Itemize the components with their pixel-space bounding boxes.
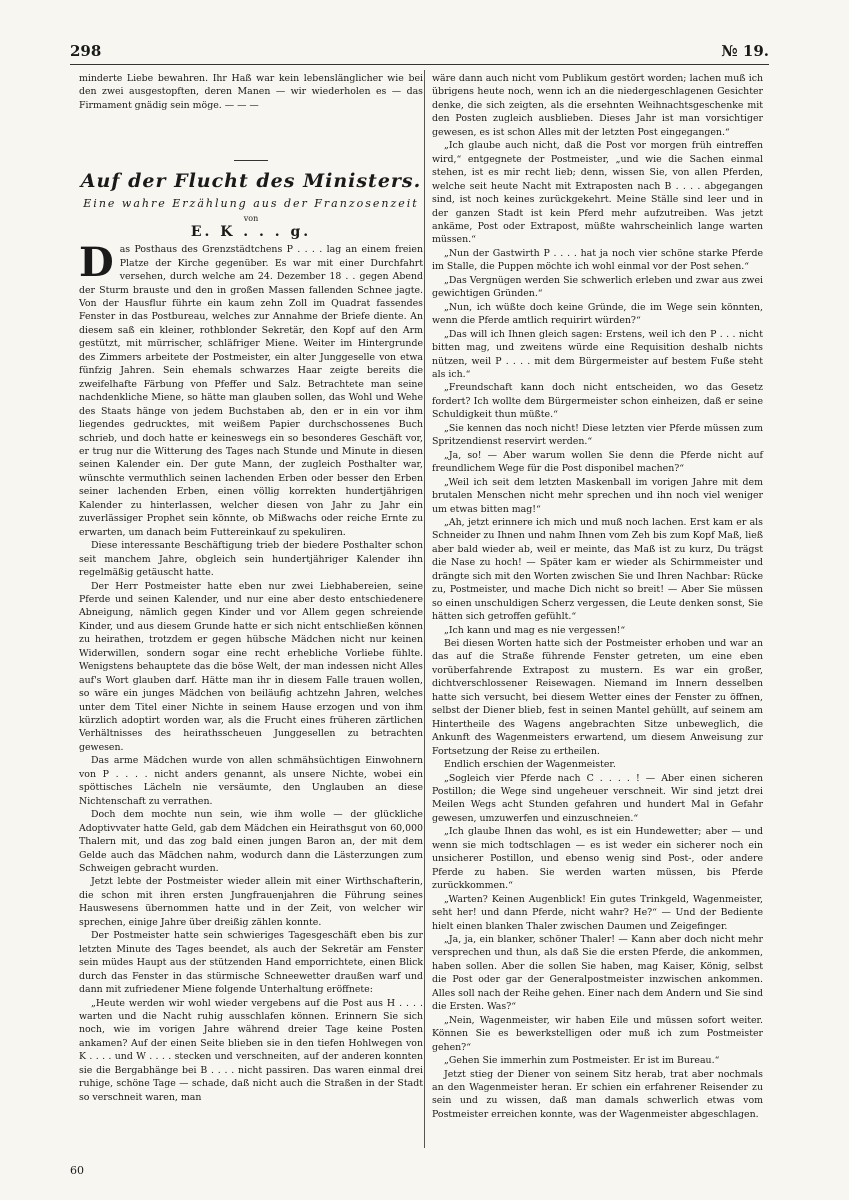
- first-paragraph-text: as Posthaus des Grenzstädtchens P . . . . lag an einem freien Platze der Kirche gegenüber. Es war mit einer Durchfahrt versehen, durch welche am 24. Dezember 18 . . gegen Abend der Sturm brauste und den in großen Massen fallenden Schnee jagte. Von der Hausflur führte ein kaum zehn Zoll im Quadrat fassendes Fenster in das Postbureau, welches zur Annahme der Briefe diente. An diesem saß ein kleiner, rothblonder Sekretär, den Kopf auf den Arm gestützt, mit mürrischer, schläfriger Miene. Weiter im Hintergrunde des Zimmers arbeitete der Postmeister, ein alter Junggeselle von etwa fünfzig Jahren. Sein ehemals schwarzes Haar zeigte bereits die zweifelhafte Färbung von Pfeffer und Salz. Betrachtete man seine nachdenkliche Miene, so hätte man glauben sollen, das Wohl und Wehe des Staats hänge von jedem Buchstaben ab, den er in ein vor ihm liegendes gedrucktes, mit weißem Papier durchschossenes Buch schrieb, und doch hatte er keineswegs ein so besonderes Geschäft vor, er trug nur die Witterung des Tages nach Stunde und Minute in diesen seinen Kalender ein. Der gute Mann, der zugleich Posthalter war, wünschte vermuthlich seinen lachenden Erben oder besser den Erben seiner lachenden Erben, einen völlig korrekten hundertjährigen Kalender zu hinterlassen, welcher diesen von Jahr zu Jahr ein zuverlässiger Prophet sein könnte, ob Mißwachs oder reiche Ernte zu erwarten, um danach beim Futtereinkauf zu spekuliren.: [79, 244, 423, 538]
- paragraph: Der Herr Postmeister hatte eben nur zwei Liebhabereien, seine Pferde und seinen Kalender, und nur eine aber desto entschiedenere Abneigung, nämlich gegen Kinder und vor Allem gegen schreiende Kinder, und aus diesem Grunde hatte er sich nicht entschließen können zu heirathen, trotzdem er gegen hübsche Mädchen nicht nur keinen Widerwillen, sondern sogar eine recht erhebliche Vorliebe fühlte. Wenigstens behauptete das die böse Welt, der man indessen nicht Alles auf's Wort glauben darf. Hätte man ihr in diesem Falle trauen wollen, so wäre ein junges Mädchen von beiläufig achtzehn Jahren, welches unter dem Titel einer Nichte in seinem Hause erzogen und von ihm kürzlich adoptirt worden war, als die Frucht eines früheren zärtlichen Verhältnisses des heirathsscheuen Junggesellen zu betrachten gewesen.: [79, 580, 423, 753]
- paragraph: „Ja, ja, ein blanker, schöner Thaler! — Kann aber doch nicht mehr versprechen und thun, als daß Sie die ersten Pferde, die ankommen, haben sollen. Aber die sollen Sie haben, mag Kaiser, König, selbst die Post oder gar der Generalpostmeister inzwischen ankommen. Alles soll nach der Reihe gehen. Einer nach dem Andern und Sie sind die Ersten. Was?“: [432, 934, 763, 1013]
- byline-von: von: [243, 214, 259, 224]
- story-title: Auf der Flucht des Ministers.: [80, 170, 422, 193]
- page-number: 298: [70, 42, 102, 60]
- right-column: [432, 72, 763, 1121]
- paragraph: wäre dann auch nicht vom Publikum gestört worden; lachen muß ich übrigens heute noch, wenn ich an die niedergeschlagenen Gesichter denke, die sich zeigten, als die ersehnten Weihnachtsgeschenke mit den Posten zugleich ausblieben. Dieses Jahr ist man vorsichtiger gewesen, es ist schon Alles mit der letzten Post eingegangen.“: [432, 73, 763, 138]
- paragraph: Der Postmeister hatte sein schwieriges Tagesgeschäft eben bis zur letzten Minute des Tages beendet, als auch der Sekretär am Fenster sein müdes Haupt aus der stützenden Hand emporrichtete, einen Blick durch das Fenster in das stürmische Schneewetter draußen warf und dann mit zufriedener Miene folgende Unterhaltung eröffnete:: [79, 930, 423, 996]
- paragraph: „Ich kann und mag es nie vergessen!“: [444, 624, 626, 636]
- paragraph: „Sie kennen das noch nicht! Diese letzten vier Pferde müssen zum Spritzendienst reservirt werden.“: [432, 422, 763, 448]
- paragraph: Jetzt lebte der Postmeister wieder allein mit einer Wirthschafterin, die schon mit ihren ersten Jungfrauenjahren die Führung seines Hauswesens übernommen hatte und in der Zeit, von welcher wir sprechen, einige Jahre über dreißig zählen konnte.: [79, 876, 423, 928]
- paragraph: „Ich glaube auch nicht, daß die Post vor morgen früh eintreffen wird,“ entgegnete der Postmeister, „und wie die Sachen einmal stehen, ist es mir recht lieb; denn, wissen Sie, von allen Pferden, welche seit heute Nacht mit Extraposten nach B . . . . abgegangen sind, ist noch keines zurückgekehrt. Meine Ställe sind leer und in der ganzen Stadt ist kein Pferd mehr aufzutreiben. Was jetzt ankäme, Post oder Extrapost, müßte wahrscheinlich lange warten müssen.“: [432, 140, 763, 246]
- previous-story-ending: minderte Liebe bewahren. Ihr Haß war kein lebenslänglicher wie bei den zwei ausgestopften, deren Manen — wir wiederholen es — das Firmament gnädig sein möge. — — —: [79, 73, 423, 111]
- column-divider: [424, 70, 425, 1148]
- sheet-number: 60: [70, 1164, 84, 1177]
- paragraph: „Ja, so! — Aber warum wollen Sie denn die Pferde nicht auf freundlichem Wege für die Post disponibel machen?“: [432, 449, 763, 475]
- story-subtitle: Eine wahre Erzählung aus der Franzosenzeit: [83, 196, 419, 210]
- author-name: E. K . . . g.: [190, 223, 312, 240]
- paragraph: „Das will ich Ihnen gleich sagen: Erstens, weil ich den P . . . nicht bitten mag, und zweitens würde eine Requisition deshalb nichts nützen, weil P . . . . mit dem Bürgermeister auf bestem Fuße steht als ich.“: [432, 328, 763, 380]
- paragraph: „Das Vergnügen werden Sie schwerlich erleben und zwar aus zwei gewichtigen Gründen.“: [432, 274, 763, 300]
- drop-cap: D: [79, 239, 114, 287]
- paragraph: Doch dem mochte nun sein, wie ihm wolle — der glückliche Adoptivvater hatte Geld, gab dem Mädchen ein Heirathsgut von 60,000 Thalern mit, und das zog bald einen jungen Baron an, der mit dem Gelde auch das Mädchen nahm, wodurch dann die Lästerzungen zum Schweigen gebracht wurden.: [79, 809, 423, 875]
- paragraph: „Nun der Gastwirth P . . . . hat ja noch vier schöne starke Pferde im Stalle, die Puppen möchte ich wohl einmal vor der Post sehen.“: [432, 247, 763, 273]
- paragraph: „Sogleich vier Pferde nach C . . . . ! — Aber einen sicheren Postillon; die Wege sind ungeheuer verschneit. Wir sind jetzt drei Meilen Wegs acht Stunden gefahren und hundert Mal in Gefahr gewesen, umzuwerfen und einzuschneien.“: [432, 772, 763, 824]
- paragraph: „Ich glaube Ihnen das wohl, es ist ein Hundewetter; aber — und wenn sie mich todtschlagen — es ist weder ein sicherer noch ein unsicherer Postillon, und ebenso wenig sind Post-, oder andere Pferde zu haben. Sie werden warten müssen, bis Pferde zurückkommen.“: [432, 826, 763, 892]
- paragraph: „Ah, jetzt erinnere ich mich und muß noch lachen. Erst kam er als Schneider zu Ihnen und nahm Ihnen vom Zeh bis zum Kopf Maß, ließ aber bald wieder ab, weil er meinte, das Maß ist zu kurz, Du trägst die Nase zu hoch! — Später kam er wieder als Schirmmeister und drängte sich mit den Worten zwischen Sie und Ihren Nachbar: Rücke zu, Postmeister, und mache Dich nicht so breit! — Aber Sie müssen so einen unschuldigen Scherz vergessen, die Leute denken sonst, Sie hätten sich getroffen gefühlt.“: [432, 516, 763, 623]
- first-paragraph: [79, 239, 423, 539]
- section-separator: [234, 160, 268, 161]
- left-column: [79, 72, 423, 1104]
- paragraph: Endlich erschien der Wagenmeister.: [444, 759, 616, 771]
- paragraph: „Nun, ich wüßte doch keine Gründe, die im Wege sein könnten, wenn die Pferde amtlich requirirt würden?“: [432, 301, 763, 327]
- paragraph: Jetzt stieg der Diener von seinem Sitz herab, trat aber nochmals an den Wagenmeister heran. Er schien ein erfahrener Reisender zu sein und zu wissen, daß man damals schwerlich etwas vom Postmeister erreichen konnte, was der Wagenmeister abgeschlagen.: [432, 1068, 763, 1120]
- paragraph: „Heute werden wir wohl wieder vergebens auf die Post aus H . . . . warten und die Nacht ruhig ausschlafen können. Erinnern Sie sich noch, wie im vorigen Jahre während dreier Tage keine Posten ankamen? Auf der einen Seite blieben sie in den tiefen Hohlwegen von K . . . . und W . . . . stecken und verschneiten, auf der anderen konnten sie die Bergabhänge bei B . . . . nicht passiren. Das waren einmal drei ruhige, schöne Tage — schade, daß nicht auch die Straßen in der Stadt so verschneit waren, man: [79, 997, 423, 1103]
- paragraph: „Weil ich seit dem letzten Maskenball im vorigen Jahre mit dem brutalen Menschen nicht mehr sprechen und ihn noch viel weniger um etwas bitten mag!“: [432, 476, 763, 515]
- paragraph: „Freundschaft kann doch nicht entscheiden, wo das Gesetz fordert? Ich wollte dem Bürgermeister schon einheizen, daß er seine Schuldigkeit thun müßte.“: [432, 382, 763, 421]
- paragraph: Diese interessante Beschäftigung trieb der biedere Posthalter schon seit manchem Jahre, obgleich sein hundertjähriger Kalender ihn regelmäßig getäuscht hatte.: [79, 540, 423, 579]
- issue-number: № 19.: [721, 42, 769, 60]
- paragraph: „Nein, Wagenmeister, wir haben Eile und müssen sofort weiter. Können Sie es bewerkstelligen oder muß ich zum Postmeister gehen?“: [432, 1014, 763, 1053]
- page-header: [70, 40, 769, 65]
- paragraph: „Warten? Keinen Augenblick! Ein gutes Trinkgeld, Wagenmeister, seht her! und dann Pferde, nicht wahr? He?“ — Und der Bediente hielt einen blanken Thaler zwischen Daumen und Zeigefinger.: [432, 893, 763, 932]
- paragraph: „Gehen Sie immerhin zum Postmeister. Er ist im Bureau.“: [444, 1055, 720, 1067]
- paragraph: Bei diesen Worten hatte sich der Postmeister erhoben und war an das auf die Straße führende Fenster getreten, um eine eben vorüberfahrende Extrapost zu mustern. Es war ein großer, dichtverschlossener Reisewagen. Niemand im Innern desselben hatte sich versucht, bei diesem Wetter eines der Fenster zu öffnen, selbst der Diener blieb, fest in seinen Mantel gehüllt, auf seinem am Hintertheile des Wagens angebrachten Sitze unbeweglich, die Ankunft des Wagenmeisters erwartend, um diesem Anweisung zur Fortsetzung der Reise zu ertheilen.: [432, 638, 763, 757]
- paragraph: Das arme Mädchen wurde von allen schmähsüchtigen Einwohnern von P . . . . nicht anders genannt, als unsere Nichte, wobei ein spöttisches Lächeln nie versäumte, den Unglauben an diese Nichtenschaft zu verrathen.: [79, 755, 423, 807]
